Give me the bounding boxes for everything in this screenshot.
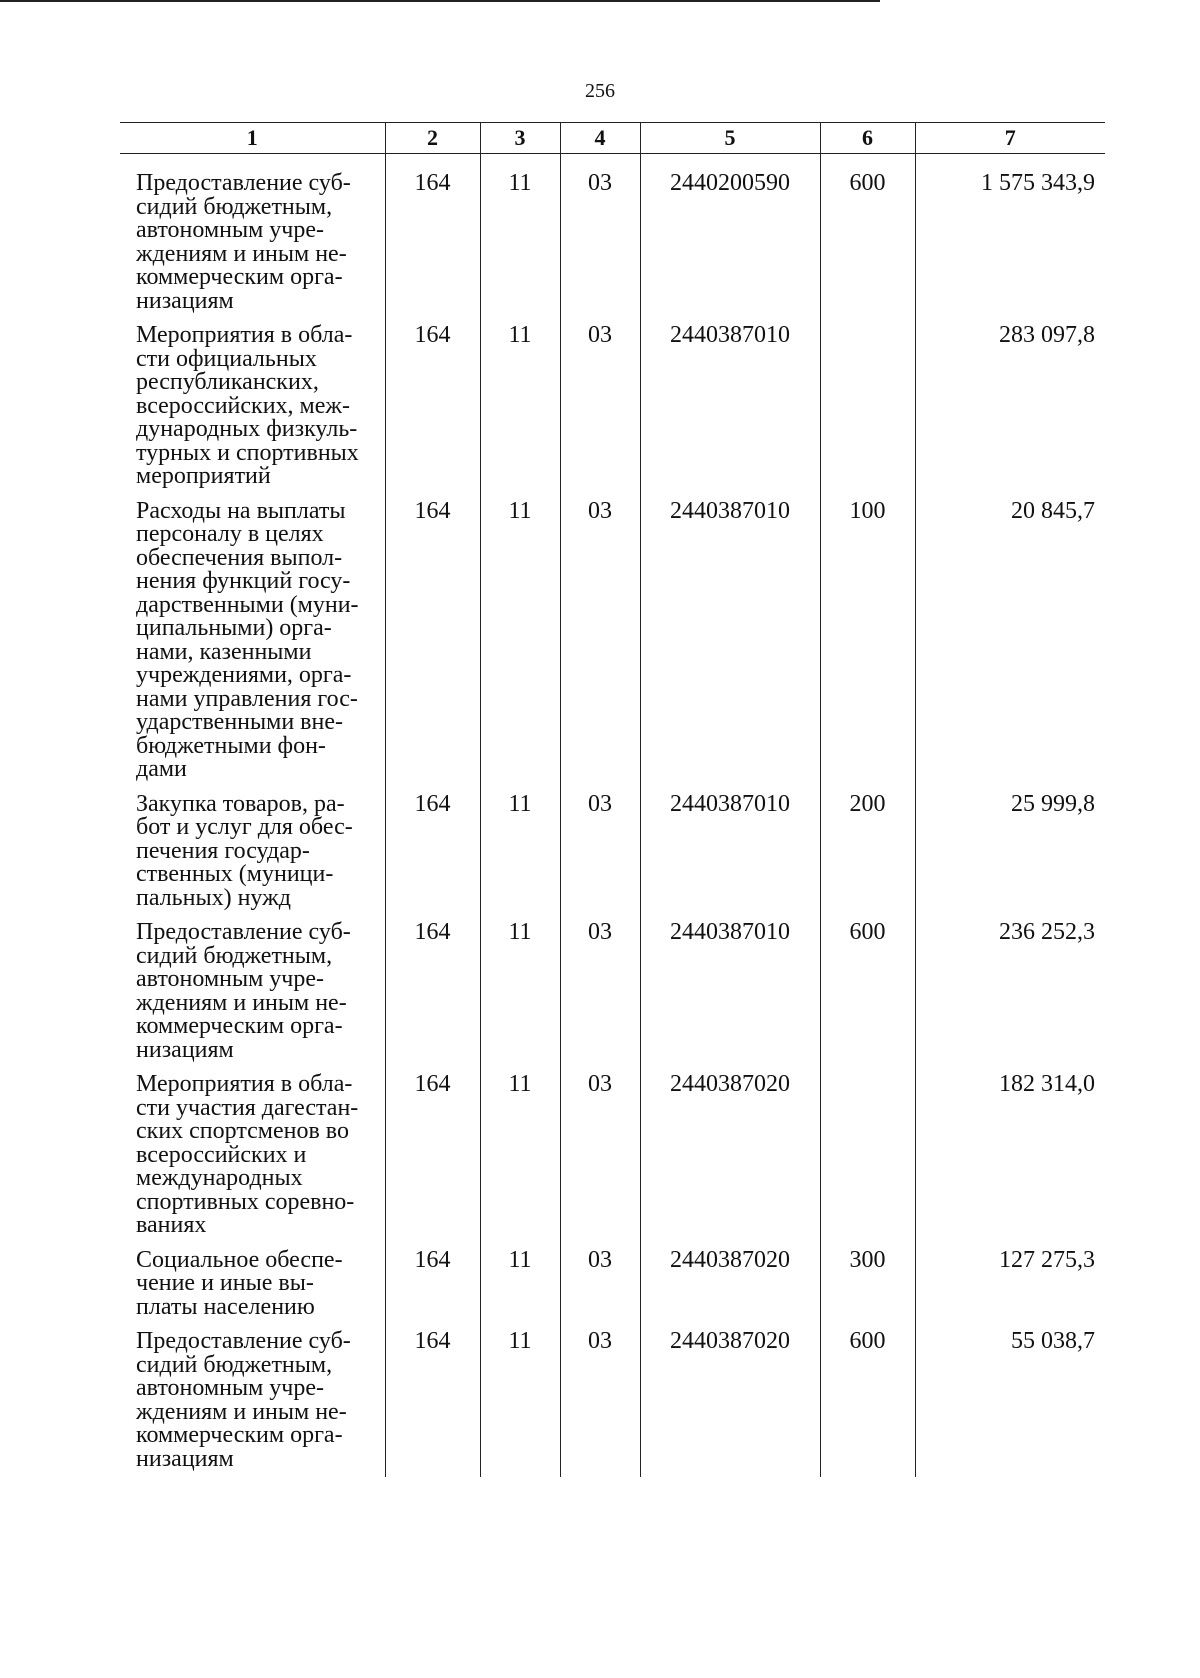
cell-ministry: 164	[385, 1244, 480, 1326]
table-row	[120, 788, 1105, 917]
cell-ministry: 164	[385, 1325, 480, 1477]
table-row	[120, 1325, 1105, 1477]
cell-expense-type: 300	[820, 1244, 915, 1326]
column-header: 4	[560, 123, 640, 154]
cell-amount: 20 845,7	[915, 495, 1105, 788]
cell-expense-type: 200	[820, 788, 915, 917]
cell-expense-type	[820, 319, 915, 495]
cell-section: 11	[480, 1325, 560, 1477]
cell-name: Социальное обеспе- чение и иные вы- платы населению	[136, 1246, 343, 1320]
table-row	[120, 495, 1105, 788]
cell-subsection: 03	[560, 319, 640, 495]
column-header: 7	[915, 123, 1105, 154]
cell-amount: 182 314,0	[915, 1068, 1105, 1244]
page-number: 256	[585, 80, 615, 102]
cell-ministry: 164	[385, 154, 480, 320]
table-body	[120, 154, 1105, 1478]
cell-ministry: 164	[385, 495, 480, 788]
table-row	[120, 319, 1105, 495]
cell-section: 11	[480, 319, 560, 495]
cell-amount: 1 575 343,9	[915, 154, 1105, 320]
cell-amount: 283 097,8	[915, 319, 1105, 495]
cell-subsection: 03	[560, 154, 640, 320]
column-header: 6	[820, 123, 915, 154]
cell-ministry: 164	[385, 319, 480, 495]
cell-amount: 127 275,3	[915, 1244, 1105, 1326]
header-row	[120, 123, 1105, 154]
cell-target-article: 2440387010	[640, 788, 820, 917]
cell-target-article: 2440200590	[640, 154, 820, 320]
cell-section: 11	[480, 154, 560, 320]
column-header: 1	[120, 123, 385, 154]
cell-amount: 55 038,7	[915, 1325, 1105, 1477]
cell-subsection: 03	[560, 1244, 640, 1326]
cell-expense-type: 600	[820, 1325, 915, 1477]
cell-subsection: 03	[560, 916, 640, 1068]
cell-ministry: 164	[385, 916, 480, 1068]
table-row	[120, 916, 1105, 1068]
table-row	[120, 154, 1105, 320]
cell-section: 11	[480, 916, 560, 1068]
cell-expense-type: 600	[820, 916, 915, 1068]
cell-name: Предоставление суб- сидий бюджетным, автономным учре- ждениям и иным не- коммерческим орга- низациям	[136, 919, 351, 1063]
column-header: 3	[480, 123, 560, 154]
cell-ministry: 164	[385, 1068, 480, 1244]
cell-name: Мероприятия в обла- сти участия дагестан- ских спортсменов во всероссийских и международных спортивных соревно- ваниях	[136, 1071, 359, 1238]
cell-subsection: 03	[560, 1068, 640, 1244]
cell-name: Предоставление суб- сидий бюджетным, автономным учре- ждениям и иным не- коммерческим орга- низациям	[136, 170, 351, 314]
cell-target-article: 2440387020	[640, 1325, 820, 1477]
table-row	[120, 1068, 1105, 1244]
cell-amount: 25 999,8	[915, 788, 1105, 917]
top-rule	[0, 0, 880, 2]
cell-target-article: 2440387010	[640, 319, 820, 495]
cell-target-article: 2440387010	[640, 495, 820, 788]
cell-amount: 236 252,3	[915, 916, 1105, 1068]
cell-name: Мероприятия в обла- сти официальных республиканских, всероссийских, меж- дународных физкуль- турных и спортивных мероприятий	[136, 322, 359, 489]
cell-section: 11	[480, 1244, 560, 1326]
cell-section: 11	[480, 1068, 560, 1244]
cell-name: Закупка товаров, ра- бот и услуг для обес- печения государ- ственных (муници- пальных) нужд	[136, 790, 353, 911]
cell-expense-type	[820, 1068, 915, 1244]
cell-target-article: 2440387020	[640, 1244, 820, 1326]
column-header: 2	[385, 123, 480, 154]
cell-ministry: 164	[385, 788, 480, 917]
cell-expense-type: 100	[820, 495, 915, 788]
cell-subsection: 03	[560, 1325, 640, 1477]
cell-subsection: 03	[560, 788, 640, 917]
column-header: 5	[640, 123, 820, 154]
cell-name: Предоставление суб- сидий бюджетным, автономным учре- ждениям и иным не- коммерческим орга- низациям	[136, 1328, 351, 1472]
cell-section: 11	[480, 495, 560, 788]
cell-expense-type: 600	[820, 154, 915, 320]
cell-section: 11	[480, 788, 560, 917]
cell-name: Расходы на выплаты персоналу в целях обеспечения выпол- нения функций госу- дарственными (муни- ципальными) орга- нами, казенными учреждениями, орга- нами управления гос- ударственными вне- бюджетными фон- дами	[136, 497, 359, 782]
cell-target-article: 2440387020	[640, 1068, 820, 1244]
budget-table	[120, 122, 1105, 1477]
table-row	[120, 1244, 1105, 1326]
cell-subsection: 03	[560, 495, 640, 788]
cell-target-article: 2440387010	[640, 916, 820, 1068]
